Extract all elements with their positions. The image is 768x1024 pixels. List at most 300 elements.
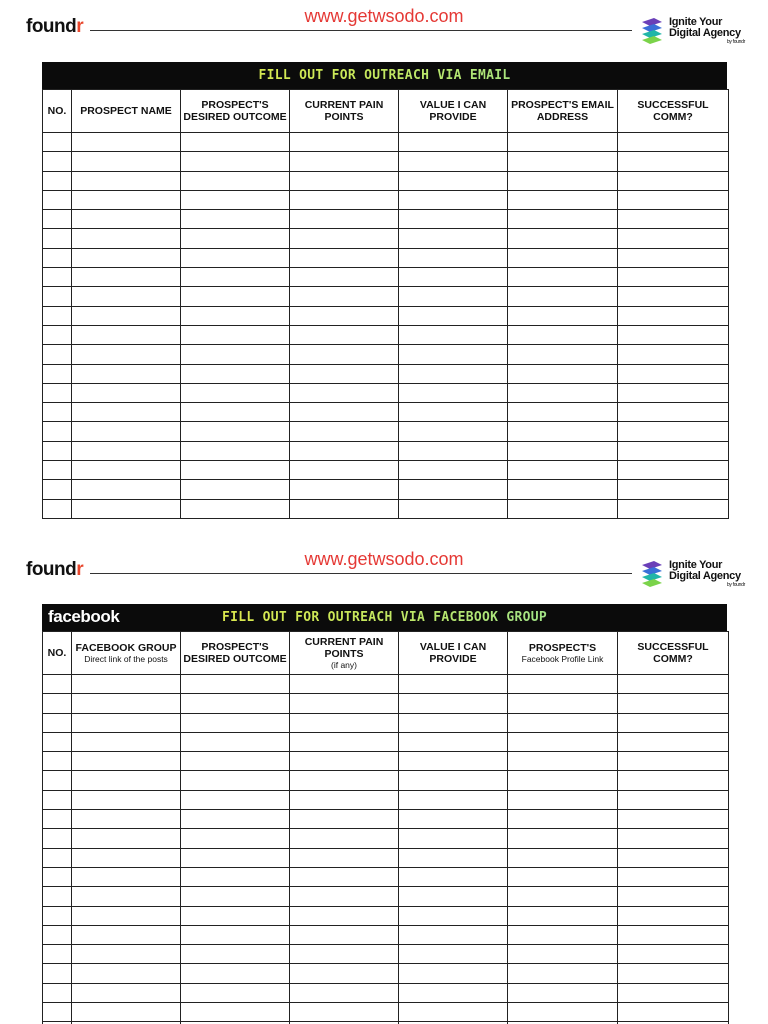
table-cell[interactable] xyxy=(72,732,181,751)
table-cell[interactable] xyxy=(399,441,508,460)
table-cell[interactable] xyxy=(43,867,72,886)
table-cell[interactable] xyxy=(508,771,618,790)
table-row xyxy=(43,422,729,441)
table-row xyxy=(43,287,729,306)
table-cell[interactable] xyxy=(618,441,729,460)
col-header-facebook-group: FACEBOOK GROUP Direct link of the posts xyxy=(72,632,181,675)
table-cell[interactable] xyxy=(618,906,729,925)
table-cell[interactable] xyxy=(618,190,729,209)
table-cell[interactable] xyxy=(399,887,508,906)
table-cell[interactable] xyxy=(181,829,290,848)
table-cell[interactable] xyxy=(618,364,729,383)
table-cell[interactable] xyxy=(508,171,618,190)
table-cell[interactable] xyxy=(181,325,290,344)
table-cell[interactable] xyxy=(290,190,399,209)
table-cell[interactable] xyxy=(72,945,181,964)
table-cell[interactable] xyxy=(72,983,181,1002)
table-cell[interactable] xyxy=(399,499,508,518)
ignite-agency-logo xyxy=(638,559,758,593)
table-cell[interactable] xyxy=(508,867,618,886)
table-cell[interactable] xyxy=(290,983,399,1002)
table-cell[interactable] xyxy=(508,713,618,732)
table-row xyxy=(43,771,729,790)
table-cell[interactable] xyxy=(290,1003,399,1022)
table-cell[interactable] xyxy=(181,713,290,732)
table-cell[interactable] xyxy=(72,171,181,190)
table-cell[interactable] xyxy=(399,810,508,829)
table-cell[interactable] xyxy=(72,925,181,944)
table-cell[interactable] xyxy=(618,152,729,171)
table-cell[interactable] xyxy=(618,867,729,886)
table-cell[interactable] xyxy=(618,499,729,518)
table-cell[interactable] xyxy=(72,810,181,829)
table-cell[interactable] xyxy=(290,248,399,267)
table-cell[interactable] xyxy=(508,441,618,460)
table-cell[interactable] xyxy=(181,383,290,402)
table-cell[interactable] xyxy=(508,403,618,422)
table-cell[interactable] xyxy=(72,152,181,171)
table-cell[interactable] xyxy=(72,403,181,422)
table-cell[interactable] xyxy=(290,713,399,732)
table-cell[interactable] xyxy=(181,771,290,790)
table-cell[interactable] xyxy=(43,790,72,809)
table-cell[interactable] xyxy=(72,694,181,713)
table-cell[interactable] xyxy=(181,210,290,229)
table-cell[interactable] xyxy=(618,694,729,713)
table-cell[interactable] xyxy=(508,790,618,809)
table-cell[interactable] xyxy=(72,383,181,402)
table-cell[interactable] xyxy=(618,887,729,906)
table-cell[interactable] xyxy=(72,461,181,480)
table-cell[interactable] xyxy=(508,152,618,171)
table-cell[interactable] xyxy=(290,732,399,751)
table-cell[interactable] xyxy=(618,403,729,422)
table-cell[interactable] xyxy=(290,480,399,499)
table-cell[interactable] xyxy=(72,848,181,867)
table-cell[interactable] xyxy=(290,287,399,306)
table-cell[interactable] xyxy=(399,152,508,171)
table-cell[interactable] xyxy=(290,752,399,771)
table-cell[interactable] xyxy=(290,345,399,364)
table-cell[interactable] xyxy=(508,829,618,848)
table-cell[interactable] xyxy=(508,945,618,964)
table-cell[interactable] xyxy=(181,732,290,751)
table-cell[interactable] xyxy=(72,867,181,886)
table-cell[interactable] xyxy=(618,964,729,983)
table-cell[interactable] xyxy=(399,713,508,732)
table-cell[interactable] xyxy=(399,133,508,152)
table-cell[interactable] xyxy=(508,268,618,287)
logo-byline: by foundr xyxy=(726,39,745,45)
table-cell[interactable] xyxy=(399,190,508,209)
table-cell[interactable] xyxy=(290,906,399,925)
table-cell[interactable] xyxy=(399,675,508,694)
table-cell[interactable] xyxy=(43,364,72,383)
facebook-banner-title: FILL OUT FOR OUTREACH VIA FACEBOOK GROUP xyxy=(42,610,727,625)
table-cell[interactable] xyxy=(618,771,729,790)
table-cell[interactable] xyxy=(290,925,399,944)
table-cell[interactable] xyxy=(290,675,399,694)
table-cell[interactable] xyxy=(181,1003,290,1022)
table-cell[interactable] xyxy=(399,771,508,790)
table-row xyxy=(43,694,729,713)
table-cell[interactable] xyxy=(618,248,729,267)
table-cell[interactable] xyxy=(181,345,290,364)
table-cell[interactable] xyxy=(181,480,290,499)
table-cell[interactable] xyxy=(508,675,618,694)
table-cell[interactable] xyxy=(290,964,399,983)
table-cell[interactable] xyxy=(290,422,399,441)
table-cell[interactable] xyxy=(72,752,181,771)
table-cell[interactable] xyxy=(43,133,72,152)
table-cell[interactable] xyxy=(72,268,181,287)
table-cell[interactable] xyxy=(181,983,290,1002)
table-cell[interactable] xyxy=(43,248,72,267)
facebook-outreach-section xyxy=(0,543,768,1024)
table-cell[interactable] xyxy=(399,461,508,480)
flame-stack-icon xyxy=(638,559,666,591)
table-row xyxy=(43,403,729,422)
table-cell[interactable] xyxy=(72,675,181,694)
table-row xyxy=(43,133,729,152)
table-cell[interactable] xyxy=(508,983,618,1002)
table-cell[interactable] xyxy=(618,210,729,229)
table-cell[interactable] xyxy=(181,364,290,383)
table-cell[interactable] xyxy=(181,867,290,886)
table-cell[interactable] xyxy=(399,829,508,848)
table-header-row xyxy=(43,90,729,133)
table-cell[interactable] xyxy=(399,403,508,422)
table-cell[interactable] xyxy=(399,906,508,925)
table-cell[interactable] xyxy=(508,133,618,152)
table-cell[interactable] xyxy=(181,152,290,171)
table-cell[interactable] xyxy=(508,732,618,751)
table-cell[interactable] xyxy=(618,461,729,480)
table-cell[interactable] xyxy=(43,848,72,867)
table-cell[interactable] xyxy=(181,287,290,306)
table-cell[interactable] xyxy=(618,945,729,964)
table-cell[interactable] xyxy=(43,694,72,713)
table-cell[interactable] xyxy=(43,732,72,751)
table-cell[interactable] xyxy=(618,732,729,751)
table-cell[interactable] xyxy=(72,325,181,344)
table-cell[interactable] xyxy=(618,1003,729,1022)
table-cell[interactable] xyxy=(181,694,290,713)
table-cell[interactable] xyxy=(508,694,618,713)
table-cell[interactable] xyxy=(290,325,399,344)
table-cell[interactable] xyxy=(290,441,399,460)
table-cell[interactable] xyxy=(399,287,508,306)
table-cell[interactable] xyxy=(72,422,181,441)
table-cell[interactable] xyxy=(618,925,729,944)
table-cell[interactable] xyxy=(508,190,618,209)
table-cell[interactable] xyxy=(72,229,181,248)
table-cell[interactable] xyxy=(399,248,508,267)
col-header-no: NO. xyxy=(43,632,72,675)
table-cell[interactable] xyxy=(618,383,729,402)
table-cell[interactable] xyxy=(290,461,399,480)
table-cell[interactable] xyxy=(43,325,72,344)
table-cell[interactable] xyxy=(72,790,181,809)
table-cell[interactable] xyxy=(508,480,618,499)
table-cell[interactable] xyxy=(399,422,508,441)
table-cell[interactable] xyxy=(399,345,508,364)
table-cell[interactable] xyxy=(72,364,181,383)
table-cell[interactable] xyxy=(399,364,508,383)
table-cell[interactable] xyxy=(43,306,72,325)
table-cell[interactable] xyxy=(72,964,181,983)
table-cell[interactable] xyxy=(43,210,72,229)
table-cell[interactable] xyxy=(290,306,399,325)
table-cell[interactable] xyxy=(399,171,508,190)
table-cell[interactable] xyxy=(43,906,72,925)
table-cell[interactable] xyxy=(181,925,290,944)
facebook-banner xyxy=(42,604,727,631)
table-cell[interactable] xyxy=(290,229,399,248)
table-cell[interactable] xyxy=(181,171,290,190)
table-cell[interactable] xyxy=(508,229,618,248)
table-cell[interactable] xyxy=(618,171,729,190)
table-cell[interactable] xyxy=(181,848,290,867)
table-cell[interactable] xyxy=(290,790,399,809)
table-cell[interactable] xyxy=(618,287,729,306)
table-cell[interactable] xyxy=(72,771,181,790)
table-cell[interactable] xyxy=(399,383,508,402)
table-cell[interactable] xyxy=(181,499,290,518)
table-cell[interactable] xyxy=(399,964,508,983)
table-cell[interactable] xyxy=(43,441,72,460)
table-cell[interactable] xyxy=(181,887,290,906)
table-cell[interactable] xyxy=(290,887,399,906)
table-cell[interactable] xyxy=(290,210,399,229)
table-cell[interactable] xyxy=(43,810,72,829)
table-cell[interactable] xyxy=(508,325,618,344)
col-header-desired-outcome: PROSPECT'S DESIRED OUTCOME xyxy=(181,90,290,133)
table-row xyxy=(43,713,729,732)
table-cell[interactable] xyxy=(43,190,72,209)
table-cell[interactable] xyxy=(399,1003,508,1022)
table-cell[interactable] xyxy=(290,694,399,713)
table-cell[interactable] xyxy=(618,325,729,344)
table-cell[interactable] xyxy=(290,810,399,829)
table-cell[interactable] xyxy=(399,945,508,964)
table-cell[interactable] xyxy=(508,1003,618,1022)
table-cell[interactable] xyxy=(399,925,508,944)
table-cell[interactable] xyxy=(508,499,618,518)
table-cell[interactable] xyxy=(43,675,72,694)
table-row xyxy=(43,364,729,383)
table-cell[interactable] xyxy=(290,867,399,886)
table-cell[interactable] xyxy=(43,403,72,422)
table-cell[interactable] xyxy=(181,133,290,152)
table-cell[interactable] xyxy=(181,964,290,983)
table-cell[interactable] xyxy=(72,306,181,325)
table-cell[interactable] xyxy=(181,268,290,287)
table-cell[interactable] xyxy=(399,694,508,713)
table-cell[interactable] xyxy=(72,887,181,906)
table-cell[interactable] xyxy=(508,364,618,383)
table-cell[interactable] xyxy=(618,752,729,771)
table-cell[interactable] xyxy=(72,345,181,364)
table-cell[interactable] xyxy=(508,925,618,944)
table-cell[interactable] xyxy=(290,771,399,790)
col-header-pain-points: CURRENT PAIN POINTS xyxy=(290,90,399,133)
table-cell[interactable] xyxy=(508,964,618,983)
table-cell[interactable] xyxy=(72,190,181,209)
table-row xyxy=(43,790,729,809)
table-cell[interactable] xyxy=(181,441,290,460)
table-cell[interactable] xyxy=(72,248,181,267)
table-cell[interactable] xyxy=(43,461,72,480)
table-cell[interactable] xyxy=(290,848,399,867)
table-cell[interactable] xyxy=(290,268,399,287)
table-cell[interactable] xyxy=(399,229,508,248)
table-cell[interactable] xyxy=(43,983,72,1002)
table-cell[interactable] xyxy=(399,790,508,809)
table-cell[interactable] xyxy=(618,848,729,867)
table-cell[interactable] xyxy=(290,499,399,518)
table-cell[interactable] xyxy=(508,383,618,402)
table-cell[interactable] xyxy=(508,887,618,906)
table-cell[interactable] xyxy=(43,383,72,402)
table-cell[interactable] xyxy=(181,945,290,964)
table-cell[interactable] xyxy=(508,422,618,441)
table-cell[interactable] xyxy=(618,480,729,499)
email-banner-title: FILL OUT FOR OUTREACH VIA EMAIL xyxy=(42,68,727,83)
table-cell[interactable] xyxy=(508,306,618,325)
table-cell[interactable] xyxy=(43,287,72,306)
table-cell[interactable] xyxy=(72,210,181,229)
table-cell[interactable] xyxy=(508,906,618,925)
table-row xyxy=(43,325,729,344)
table-cell[interactable] xyxy=(290,383,399,402)
table-cell[interactable] xyxy=(508,810,618,829)
table-cell[interactable] xyxy=(290,171,399,190)
table-row xyxy=(43,945,729,964)
table-cell[interactable] xyxy=(181,790,290,809)
table-row xyxy=(43,306,729,325)
table-cell[interactable] xyxy=(43,480,72,499)
table-cell[interactable] xyxy=(399,732,508,751)
table-cell[interactable] xyxy=(43,345,72,364)
table-cell[interactable] xyxy=(618,983,729,1002)
table-cell[interactable] xyxy=(43,229,72,248)
table-cell[interactable] xyxy=(508,461,618,480)
table-cell[interactable] xyxy=(290,403,399,422)
table-cell[interactable] xyxy=(43,829,72,848)
table-cell[interactable] xyxy=(508,248,618,267)
table-cell[interactable] xyxy=(618,713,729,732)
table-row xyxy=(43,848,729,867)
table-cell[interactable] xyxy=(399,867,508,886)
table-cell[interactable] xyxy=(43,771,72,790)
table-cell[interactable] xyxy=(290,152,399,171)
table-cell[interactable] xyxy=(290,133,399,152)
table-cell[interactable] xyxy=(72,480,181,499)
table-cell[interactable] xyxy=(508,210,618,229)
table-cell[interactable] xyxy=(43,752,72,771)
table-cell[interactable] xyxy=(508,848,618,867)
table-cell[interactable] xyxy=(43,1003,72,1022)
table-cell[interactable] xyxy=(508,752,618,771)
table-cell[interactable] xyxy=(508,345,618,364)
table-cell[interactable] xyxy=(399,210,508,229)
table-cell[interactable] xyxy=(181,403,290,422)
table-cell[interactable] xyxy=(43,945,72,964)
table-cell[interactable] xyxy=(72,287,181,306)
table-cell[interactable] xyxy=(43,152,72,171)
table-cell[interactable] xyxy=(43,268,72,287)
table-cell[interactable] xyxy=(508,287,618,306)
table-cell[interactable] xyxy=(43,964,72,983)
table-cell[interactable] xyxy=(181,906,290,925)
table-cell[interactable] xyxy=(618,790,729,809)
col-header-email-address: PROSPECT'S EMAIL ADDRESS xyxy=(508,90,618,133)
table-cell[interactable] xyxy=(181,306,290,325)
table-cell[interactable] xyxy=(618,810,729,829)
table-cell[interactable] xyxy=(399,306,508,325)
table-cell[interactable] xyxy=(72,133,181,152)
table-cell[interactable] xyxy=(181,675,290,694)
table-cell[interactable] xyxy=(618,133,729,152)
table-cell[interactable] xyxy=(290,829,399,848)
table-cell[interactable] xyxy=(399,983,508,1002)
table-cell[interactable] xyxy=(72,713,181,732)
table-row xyxy=(43,983,729,1002)
table-cell[interactable] xyxy=(43,422,72,441)
table-cell[interactable] xyxy=(181,190,290,209)
table-cell[interactable] xyxy=(181,229,290,248)
table-cell[interactable] xyxy=(399,848,508,867)
email-banner xyxy=(42,62,727,89)
table-row xyxy=(43,441,729,460)
table-cell[interactable] xyxy=(618,345,729,364)
table-cell[interactable] xyxy=(181,248,290,267)
table-cell[interactable] xyxy=(181,810,290,829)
table-cell[interactable] xyxy=(290,945,399,964)
table-cell[interactable] xyxy=(181,422,290,441)
table-cell[interactable] xyxy=(72,499,181,518)
table-cell[interactable] xyxy=(43,887,72,906)
table-cell[interactable] xyxy=(72,441,181,460)
logo-line2: Digital Agency xyxy=(669,27,741,39)
table-cell[interactable] xyxy=(399,752,508,771)
table-cell[interactable] xyxy=(43,713,72,732)
table-cell[interactable] xyxy=(43,925,72,944)
table-cell[interactable] xyxy=(399,325,508,344)
table-cell[interactable] xyxy=(618,829,729,848)
table-cell[interactable] xyxy=(399,480,508,499)
table-row xyxy=(43,210,729,229)
table-row xyxy=(43,499,729,518)
table-cell[interactable] xyxy=(618,306,729,325)
table-cell[interactable] xyxy=(618,268,729,287)
table-cell[interactable] xyxy=(43,171,72,190)
table-cell[interactable] xyxy=(72,1003,181,1022)
table-cell[interactable] xyxy=(72,906,181,925)
table-cell[interactable] xyxy=(181,752,290,771)
table-cell[interactable] xyxy=(72,829,181,848)
col-header-pain-points: CURRENT PAIN POINTS (if any) xyxy=(290,632,399,675)
table-cell[interactable] xyxy=(618,422,729,441)
table-cell[interactable] xyxy=(399,268,508,287)
table-cell[interactable] xyxy=(618,675,729,694)
table-cell[interactable] xyxy=(290,364,399,383)
foundr-logo: foundr xyxy=(26,559,84,580)
table-cell[interactable] xyxy=(618,229,729,248)
table-cell[interactable] xyxy=(181,461,290,480)
table-cell[interactable] xyxy=(43,499,72,518)
